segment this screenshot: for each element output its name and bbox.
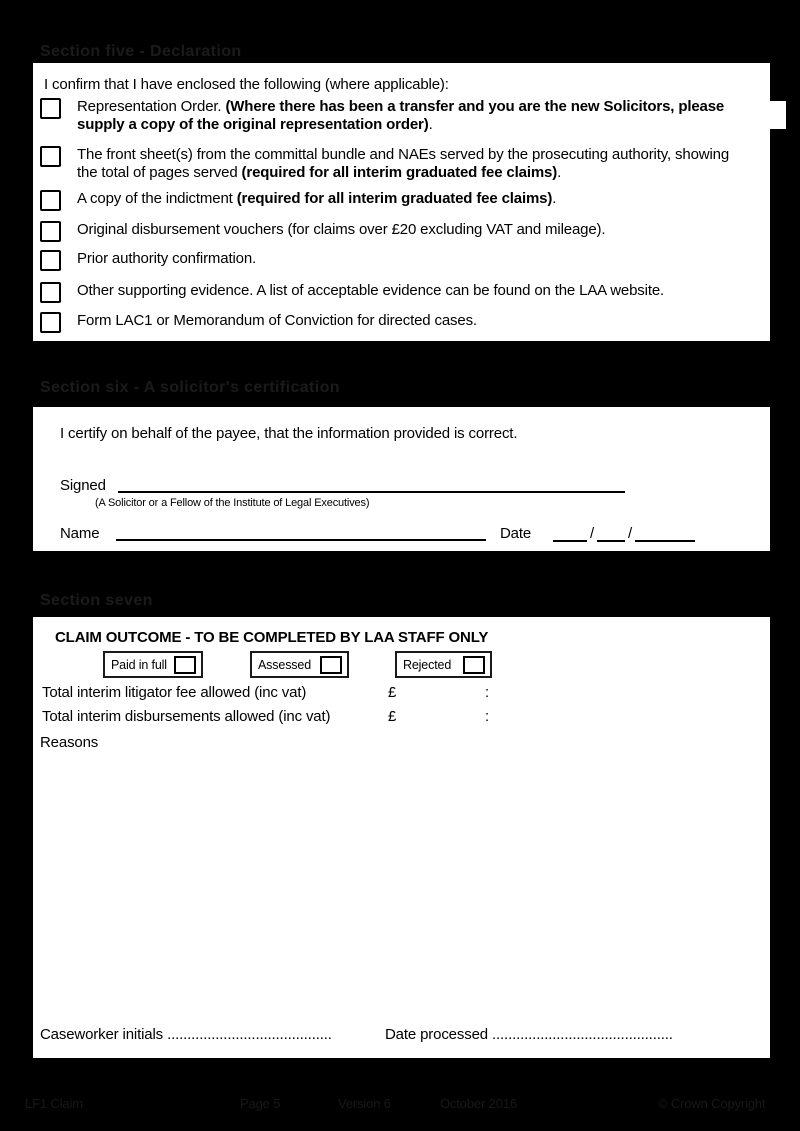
paid-in-full-checkbox[interactable] bbox=[174, 656, 196, 674]
checklist-item-label: Other supporting evidence. A list of acceptable evidence can be found on the LAA website. bbox=[77, 282, 665, 299]
date-year-field[interactable] bbox=[635, 526, 695, 542]
representation-order-checkbox[interactable] bbox=[40, 98, 61, 119]
checklist-item-label: The front sheet(s) from the committal bundle and NAEs served by the prosecuting authority, showing the total of pages served (required for all interim graduated fee claims). bbox=[77, 146, 730, 181]
disbursements-allowed-label: Total interim disbursements allowed (inc vat) bbox=[42, 708, 331, 725]
checklist-item-form-lac1 bbox=[40, 312, 740, 333]
rejected-checkbox[interactable] bbox=[463, 656, 485, 674]
paid-in-full-label: Paid in full bbox=[111, 657, 167, 672]
page-edge-artifact bbox=[770, 101, 786, 129]
fee-currency-symbol: £ bbox=[388, 684, 397, 701]
disbursement-vouchers-checkbox[interactable] bbox=[40, 221, 61, 242]
date-processed-row bbox=[385, 1026, 673, 1043]
date-label: Date bbox=[500, 525, 532, 542]
checklist-item-disbursement-vouchers bbox=[40, 221, 740, 242]
checklist-item-representation-order bbox=[40, 98, 740, 134]
fee-amount-colon: : bbox=[485, 684, 490, 701]
date-processed-field[interactable]: ............................................. bbox=[492, 1026, 673, 1043]
fee-allowed-label: Total interim litigator fee allowed (inc vat) bbox=[42, 684, 307, 701]
assessed-label: Assessed bbox=[258, 657, 311, 672]
disbursements-amount-colon: : bbox=[485, 708, 490, 725]
front-sheets-checkbox[interactable] bbox=[40, 146, 61, 167]
caseworker-initials-label: Caseworker initials bbox=[40, 1026, 164, 1043]
checklist-intro: I confirm that I have enclosed the following (where applicable): bbox=[44, 76, 449, 93]
date-field-group bbox=[553, 525, 695, 542]
section-five-header: Section five - Declaration bbox=[40, 43, 242, 60]
assessed-checkbox[interactable] bbox=[320, 656, 342, 674]
name-label: Name bbox=[60, 525, 100, 542]
signed-label: Signed bbox=[60, 477, 106, 494]
checklist-item-label: Form LAC1 or Memorandum of Conviction for directed cases. bbox=[77, 312, 477, 329]
footer-form-id: LF1 Claim bbox=[25, 1096, 83, 1111]
section-six-header: Section six - A solicitor's certification bbox=[40, 379, 340, 396]
signed-note: (A Solicitor or a Fellow of the Institute of Legal Executives) bbox=[95, 497, 370, 509]
claim-outcome-panel bbox=[33, 617, 770, 1058]
checklist-item-label: Original disbursement vouchers (for claims over £20 excluding VAT and mileage). bbox=[77, 221, 606, 238]
checklist-item-label: Prior authority confirmation. bbox=[77, 250, 257, 267]
caseworker-initials-field[interactable]: ......................................... bbox=[167, 1026, 332, 1043]
date-processed-label: Date processed bbox=[385, 1026, 488, 1043]
footer-version: Version 6 bbox=[338, 1096, 391, 1111]
footer-copyright: © Crown Copyright bbox=[658, 1096, 766, 1111]
other-evidence-checkbox[interactable] bbox=[40, 282, 61, 303]
checklist-item-label: Representation Order. (Where there has been a transfer and you are the new Solicitors, please supply a copy of the original representation order). bbox=[77, 98, 725, 133]
reasons-label: Reasons bbox=[40, 734, 99, 751]
caseworker-initials-row bbox=[40, 1026, 332, 1043]
checklist-item-other-evidence bbox=[40, 282, 740, 303]
date-day-field[interactable] bbox=[553, 526, 587, 542]
certification-panel bbox=[33, 407, 770, 551]
checklist-item-front-sheets bbox=[40, 146, 740, 182]
checklist-item-indictment bbox=[40, 190, 740, 211]
name-field[interactable] bbox=[116, 539, 486, 541]
checklist-item-prior-authority bbox=[40, 250, 740, 271]
form-lac1-checkbox[interactable] bbox=[40, 312, 61, 333]
paid-in-full-option bbox=[103, 651, 203, 678]
checklist-item-label: A copy of the indictment (required for all interim graduated fee claims). bbox=[77, 190, 557, 207]
indictment-checkbox[interactable] bbox=[40, 190, 61, 211]
disbursements-currency-symbol: £ bbox=[388, 708, 397, 725]
enclosure-checklist-panel bbox=[33, 63, 770, 341]
claim-outcome-heading: CLAIM OUTCOME - TO BE COMPLETED BY LAA STAFF ONLY bbox=[55, 629, 489, 646]
section-seven-header: Section seven bbox=[40, 592, 153, 609]
rejected-option bbox=[395, 651, 492, 678]
rejected-label: Rejected bbox=[403, 657, 452, 672]
date-month-field[interactable] bbox=[597, 526, 625, 542]
signature-field[interactable] bbox=[118, 491, 625, 493]
date-slash: / bbox=[590, 525, 595, 542]
assessed-option bbox=[250, 651, 349, 678]
prior-authority-checkbox[interactable] bbox=[40, 250, 61, 271]
footer-page-number: Page 5 bbox=[240, 1096, 281, 1111]
date-slash: / bbox=[628, 525, 633, 542]
certification-statement: I certify on behalf of the payee, that the information provided is correct. bbox=[60, 425, 518, 442]
footer-date: October 2016 bbox=[440, 1096, 517, 1111]
